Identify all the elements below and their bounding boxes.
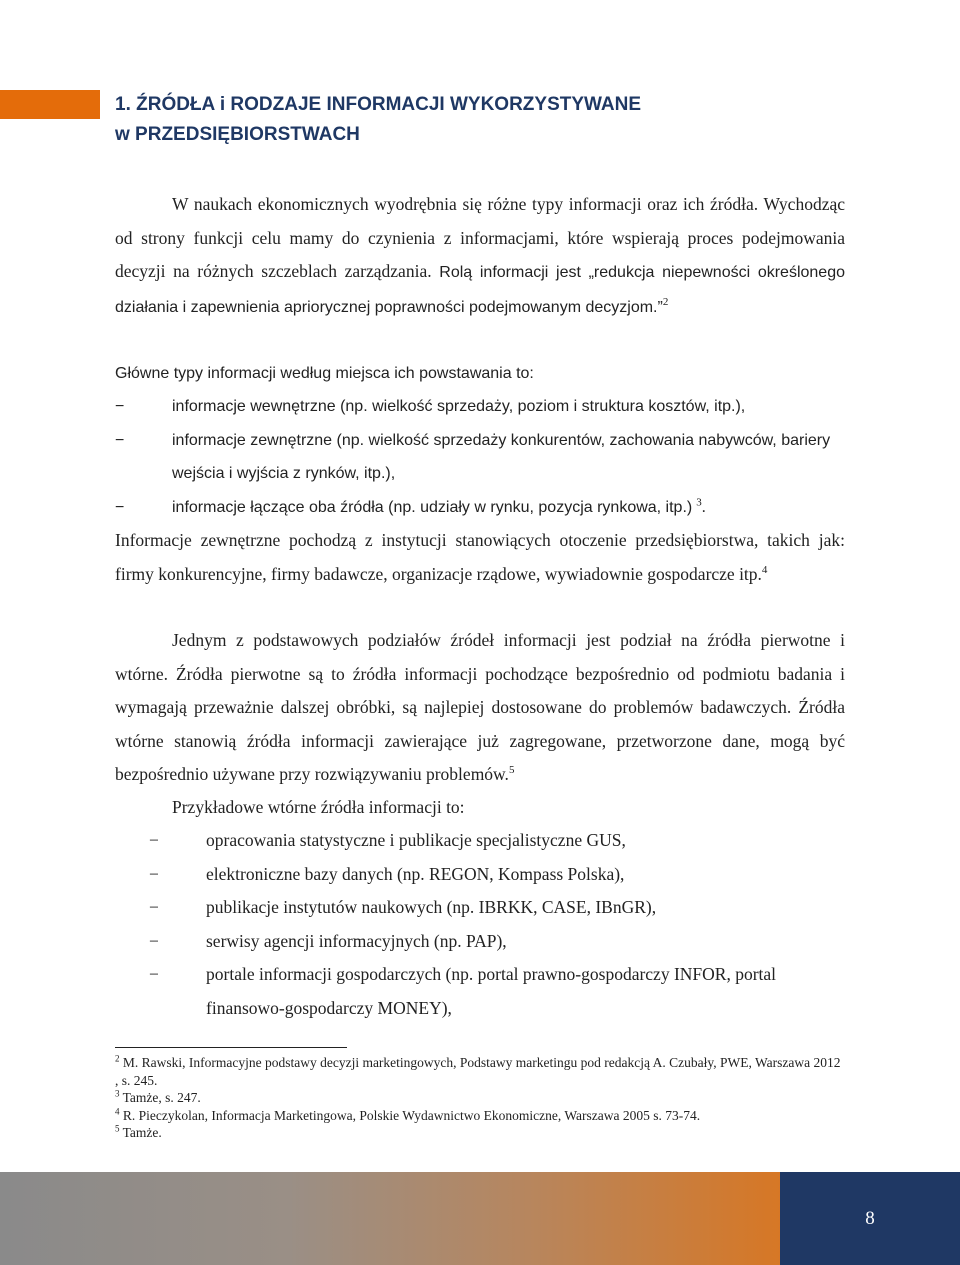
footnote-ref-2: 2 <box>662 295 669 308</box>
list-dash: − <box>115 398 125 415</box>
list-item-text: portale informacji gospodarczych (np. portal prawno-gospodarczy INFOR, portal finansowo-gospodarczy MONEY), <box>206 964 777 1018</box>
list-item <box>115 491 845 525</box>
paragraph-information-types <box>115 188 845 324</box>
section-heading <box>115 90 641 150</box>
list-item <box>115 390 845 424</box>
information-role-quote: Rolą informacji jest „redukcja niepewności określonego działania i zapewnienia apriorycznej poprawności podejmowanym decyzjom.” <box>115 264 846 316</box>
list-item-text: publikacje instytutów naukowych (np. IBRKK, CASE, IBnGR), <box>206 897 657 917</box>
list-item-text: serwisy agencji informacyjnych (np. PAP), <box>206 930 507 951</box>
footnote-text: Tamże, s. 247. <box>119 1090 201 1105</box>
footnote <box>115 1124 845 1142</box>
section-heading-line-1: 1. ŹRÓDŁA i RODZAJE INFORMACJI WYKORZYSTYWANE <box>115 94 642 115</box>
list-item <box>149 925 845 959</box>
footnote-ref-4: 4 <box>761 563 768 576</box>
list-item <box>149 891 845 925</box>
footnote-number: 5 <box>115 1123 120 1134</box>
footnote-text: M. Rawski, Informacyjne podstawy decyzji marketingowych, Podstawy marketingu pod redakcją A. Czubały, PWE, Warszawa 2012 , s. 245. <box>115 1055 841 1088</box>
paragraph-primary-secondary <box>115 624 845 792</box>
footnote-separator <box>115 1047 347 1048</box>
list-dash: − <box>149 830 159 850</box>
footnote-ref-3: 3 <box>696 496 702 509</box>
sentence-end: . <box>701 498 706 516</box>
list-item <box>149 958 845 1025</box>
list-item <box>115 424 845 491</box>
list-dash: − <box>149 930 159 951</box>
list-item-text: opracowania statystyczne i publikacje specjalistyczne GUS, <box>206 830 626 850</box>
footnote-number: 4 <box>115 1106 120 1116</box>
footnote <box>115 1054 845 1089</box>
types-intro: Główne typy informacji według miejsca ich powstawania to: <box>115 365 534 382</box>
footnote <box>115 1107 845 1125</box>
information-types-list <box>115 390 845 524</box>
footnotes <box>115 1054 845 1142</box>
footnote-text: Tamże. <box>119 1125 162 1140</box>
page-number: 8 <box>865 1207 875 1229</box>
footnote-text: R. Pieczykolan, Informacja Marketingowa, Polskie Wydawnictwo Ekonomiczne, Warszawa 2005 s. 73-74. <box>119 1107 701 1123</box>
list-item <box>149 824 845 858</box>
list-dash: − <box>149 863 159 884</box>
section-heading-line-2: w PRZEDSIĘBIORSTWACH <box>115 124 360 145</box>
list-item-text: elektroniczne bazy danych (np. REGON, Kompass Polska), <box>206 863 625 884</box>
list-dash: − <box>149 897 159 917</box>
secondary-sources-intro: Przykładowe wtórne źródła informacji to: <box>172 797 465 817</box>
list-dash: − <box>149 964 159 984</box>
paragraph-primary-secondary-text: Jednym z podstawowych podziałów źródeł informacji jest podział na źródła pierwotne i wtórne. Źródła pierwotne są to źródła informacji pochodzące bezpośrednio od podmiotu badania i wymagają przeważnie dalszej obróbki, są najlepiej dostosowane do problemów badawczych. Źródła wtórne stanowią źródła informacji zawierające już zagregowane, przetworzone dane, mogą być bezpośrednio używane przy rozwiązywaniu problemów. <box>115 630 845 784</box>
list-dash: − <box>115 431 125 449</box>
secondary-sources-list <box>149 824 845 1025</box>
footnote-number: 3 <box>115 1088 120 1099</box>
footnote-ref-5: 5 <box>508 764 515 777</box>
list-item-text: informacje łączące oba źródła (np. udziały w rynku, pozycja rynkowa, itp.) <box>172 498 693 516</box>
footnote-number: 2 <box>115 1053 120 1064</box>
heading-accent-bar <box>0 90 100 119</box>
footnote <box>115 1089 845 1107</box>
list-item-text: informacje wewnętrzne (np. wielkość sprzedaży, poziom i struktura kosztów, itp.), <box>172 398 746 415</box>
paragraph-information-types-text: W naukach ekonomicznych wyodrębnia się różne typy informacji oraz ich źródła. Wychodząc od strony funkcji celu mamy do czynienia z informacjami, które wspierają proces podejmowania decyzji na różnych szczeblach zarządzania. <box>115 194 845 281</box>
list-item-text: informacje zewnętrzne (np. wielkość sprzedaży konkurentów, zachowania nabywców, bariery wejścia i wyjścia z rynków, itp.), <box>172 431 831 482</box>
paragraph-external-information <box>115 524 845 591</box>
paragraph-external-information-text: Informacje zewnętrzne pochodzą z instytucji stanowiących otoczenie przedsiębiorstwa, takich jak: firmy konkurencyjne, firmy badawcze, organizacje rządowe, wywiadownie gospodarcze itp. <box>115 530 845 584</box>
list-dash: − <box>115 498 125 516</box>
list-item <box>149 858 845 892</box>
